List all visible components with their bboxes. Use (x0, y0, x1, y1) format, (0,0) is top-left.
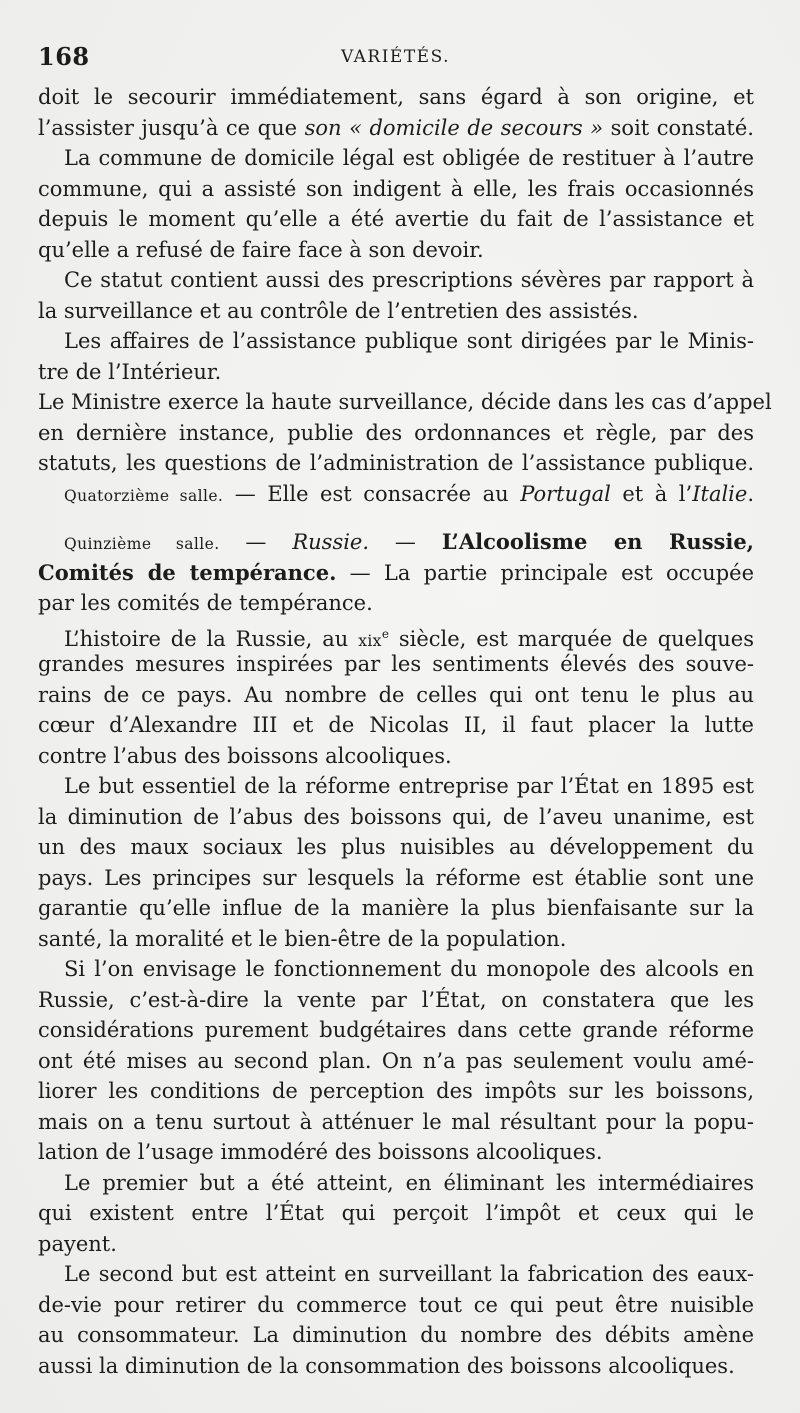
text-line: la surveillance et au contrôle de l’entretien des assistés. (38, 298, 639, 323)
text-line: doit le secourir immédiatement, sans égard à son origine, et (38, 85, 754, 109)
text-line: Russie, c’est-à-dire la vente par l’État, on constatera que les (38, 987, 754, 1012)
text-line: Les affaires de l’assistance publique sont dirigées par le Minis- (64, 329, 754, 353)
text-line: grandes mesures inspirées par les sentiments élevés des souve- (38, 652, 754, 676)
text-line: Le Ministre exerce la haute surveillance, décide dans les cas d’appel (38, 390, 772, 414)
text-line: la diminution de l’abus des boissons qui, de l’aveu unanime, est (38, 804, 754, 829)
text-line: depuis le moment qu’elle a été avertie du fait de l’assistance et (38, 207, 754, 231)
text-line: considérations purement budgétaires dans cette grande réforme (38, 1018, 754, 1042)
text-line: garantie qu’elle influe de la manière la plus bienfaisante sur la (38, 896, 754, 920)
text-line: L’histoire de la Russie, au xix$^e$ siècle, est marquée de quelques (64, 626, 754, 651)
text-line: Le second but est atteint en surveillant la fabrication des eaux- (64, 1262, 754, 1286)
text-line: santé, la moralité et le bien-être de la population. (38, 926, 567, 951)
text-line: qu’elle a refusé de faire face à son devoir. (38, 237, 484, 262)
text-line: Ce statut contient aussi des prescriptions sévères par rapport à (64, 268, 754, 292)
page-header (38, 42, 752, 76)
text-line: de-vie pour retirer du commerce tout ce qui peut être nuisible (38, 1292, 754, 1317)
running-title: VARIÉTÉS. (341, 47, 451, 67)
section-heading-15: Quinzième salle. — Russie. — L’Alcoolisme en Russie, (64, 529, 754, 554)
text-line: tre de l’Intérieur. (38, 359, 222, 384)
text-line: mais on a tenu surtout à atténuer le mal résultant pour la popu- (38, 1109, 754, 1134)
page-body (38, 82, 772, 1381)
text-line: Le but essentiel de la réforme entreprise par l’État en 1895 est (64, 774, 754, 798)
text-line: lation de l’usage immodéré des boissons alcooliques. (38, 1140, 603, 1164)
text-line: qui existent entre l’État qui perçoit l’impôt et ceux qui le (38, 1201, 754, 1225)
section-heading-14: Quatorzième salle. — Elle est consacrée au Portugal et à l’Italie. (64, 481, 755, 506)
text-line: La commune de domicile légal est obligée de restituer à l’autre (64, 146, 754, 170)
text-line: pays. Les principes sur lesquels la réforme est établie sont une (38, 865, 754, 890)
text-line: Le premier but a été atteint, en éliminant les intermédiaires (64, 1170, 754, 1195)
text-line: contre l’abus des boissons alcooliques. (38, 743, 452, 768)
page-number: 168 (38, 42, 90, 71)
text-line: statuts, les questions de l’administration de l’assistance publique. (38, 451, 754, 475)
text-line: par les comités de tempérance. (38, 591, 373, 615)
text-line: commune, qui a assisté son indigent à elle, les frais occasionnés (38, 176, 754, 201)
text-line: ont été mises au second plan. On n’a pas seulement voulu amé- (38, 1048, 754, 1073)
text-line: aussi la diminution de la consommation des boissons alcooliques. (38, 1353, 735, 1378)
text-line: cœur d’Alexandre III et de Nicolas II, il faut placer la lutte (38, 713, 754, 737)
text-line: payent. (38, 1231, 117, 1256)
text-line: Comités de tempérance. — La partie principale est occupée (38, 559, 754, 585)
text-line: Si l’on envisage le fonctionnement du monopole des alcools en (64, 957, 754, 981)
section-gap (38, 509, 754, 527)
text-line: en dernière instance, publie des ordonnances et règle, par des (38, 420, 754, 445)
text-line: un des maux sociaux les plus nuisibles au développement du (38, 835, 754, 859)
text-line: au consommateur. La diminution du nombre des débits amène (38, 1323, 754, 1347)
text-line: liorer les conditions de perception des impôts sur les boissons, (38, 1079, 754, 1103)
text-line: rains de ce pays. Au nombre de celles qui ont tenu le plus au (38, 682, 754, 707)
text-line: l’assister jusqu’à ce que son « domicile de secours » soit constaté. (38, 115, 754, 140)
